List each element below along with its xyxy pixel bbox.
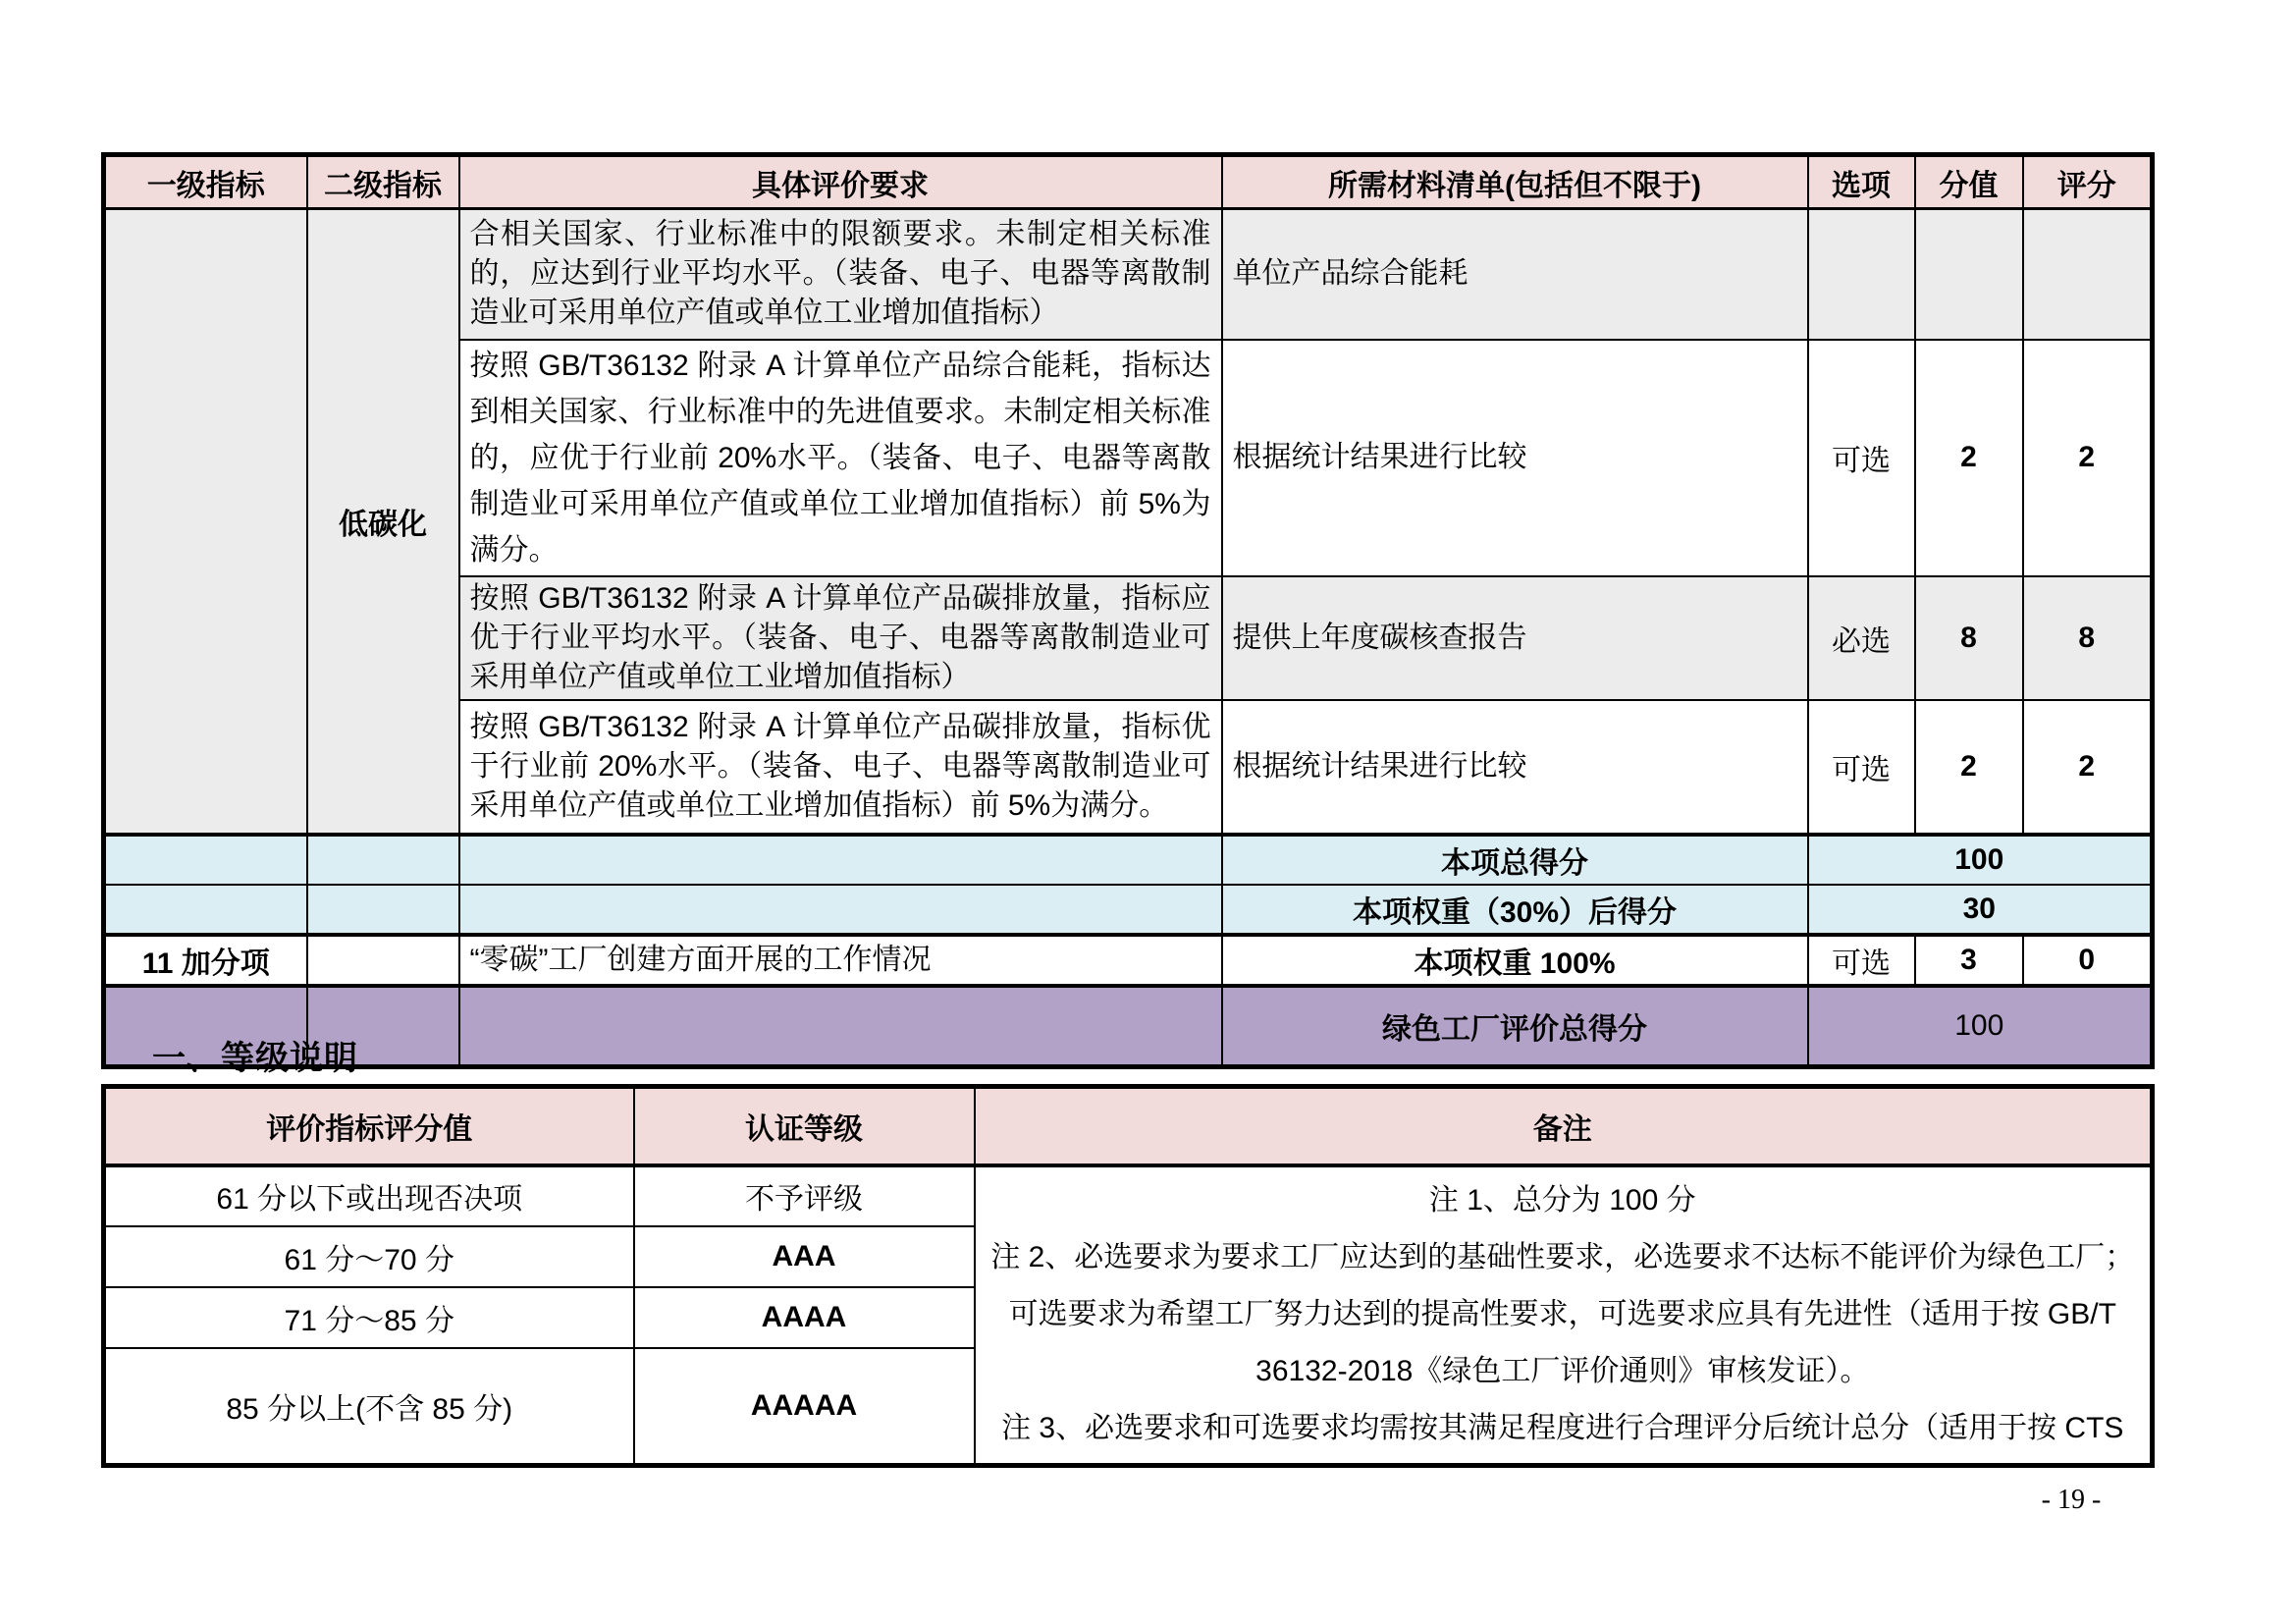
bonus-requirement: “零碳”工厂创建方面开展的工作情况 (459, 935, 1222, 986)
score-table-header-row (104, 155, 2153, 209)
requirement-cell: 按照 GB/T36132 附录 A 计算单位产品综合能耗，指标达到相关国家、行业标准中的先进值要求。未制定相关标准的，应优于行业前 20%水平。（装备、电子、电器等离散制造业可采用单位产值或单位工业增加值指标）前 5%为满分。 (459, 340, 1222, 576)
empty-cell (459, 835, 1222, 885)
header-grade: 认证等级 (634, 1087, 975, 1165)
grand-total-value: 100 (1808, 986, 2153, 1067)
remark-note: 注 1、总分为 100 分 (1428, 1184, 1696, 1218)
level1-merged-cell (104, 209, 307, 835)
empty-cell (307, 885, 459, 935)
grade-cell: 不予评级 (634, 1165, 975, 1226)
materials-cell: 提供上年度碳核查报告 (1222, 576, 1808, 700)
subtotal-row (104, 835, 2153, 885)
points-cell: 2 (1915, 700, 2023, 835)
weighted-score-row (104, 885, 2153, 935)
option-cell (1808, 209, 1915, 340)
page-number: - 19 - (2041, 1485, 2102, 1515)
requirement-cell: 按照 GB/T36132 附录 A 计算单位产品碳排放量，指标应优于行业平均水平。（装备、电子、电器等离散制造业可采用单位产值或单位工业增加值指标） (459, 576, 1222, 700)
score-cell: 2 (2023, 340, 2153, 576)
score-cell (2023, 209, 2153, 340)
header-requirement: 具体评价要求 (459, 155, 1222, 209)
subtotal-value: 100 (1808, 835, 2153, 885)
materials-cell: 单位产品综合能耗 (1222, 209, 1808, 340)
grade-cell: AAA (634, 1226, 975, 1287)
level2-group-cell: 低碳化 (307, 209, 459, 835)
bonus-item-row (104, 935, 2153, 986)
points-cell: 2 (1915, 340, 2023, 576)
empty-cell (459, 986, 1222, 1067)
empty-cell (307, 935, 459, 986)
evaluation-score-table (101, 152, 2155, 1069)
remark-merged-cell (975, 1165, 2153, 1466)
empty-cell (104, 885, 307, 935)
remark-note: 注 3、必选要求和可选要求均需按其满足程度进行合理评分后统计总分（适用于按 CTS (1001, 1412, 2124, 1445)
bonus-level1: 11 加分项 (104, 935, 307, 986)
bonus-option: 可选 (1808, 935, 1915, 986)
score-cell: 8 (2023, 576, 2153, 700)
grade-cell: AAAA (634, 1287, 975, 1348)
section-heading: 一、等级说明 (152, 1040, 358, 1077)
materials-cell: 根据统计结果进行比较 (1222, 340, 1808, 576)
option-cell: 必选 (1808, 576, 1915, 700)
bonus-materials: 本项权重 100% (1222, 935, 1808, 986)
requirement-cell: 合相关国家、行业标准中的限额要求。未制定相关标准的，应达到行业平均水平。（装备、电子、电器等离散制造业可采用单位产值或单位工业增加值指标） (459, 209, 1222, 340)
score-range-cell: 85 分以上(不含 85 分) (104, 1348, 634, 1466)
table-row (104, 209, 2153, 340)
score-range-cell: 61 分以下或出现否决项 (104, 1165, 634, 1226)
grade-explanation-table (101, 1084, 2155, 1468)
remark-note: 注 2、必选要求为要求工厂应达到的基础性要求，必选要求不达标不能评价为绿色工厂；可选要求为希望工厂努力达到的提高性要求，可选要求应具有先进性（适用于按 GB/T 36132-2018《绿色工厂评价通则》审核发证）。 (990, 1241, 2135, 1388)
header-option: 选项 (1808, 155, 1915, 209)
subtotal-label: 本项总得分 (1222, 835, 1808, 885)
option-cell: 可选 (1808, 700, 1915, 835)
header-remark: 备注 (975, 1087, 2153, 1165)
requirement-cell: 按照 GB/T36132 附录 A 计算单位产品碳排放量，指标优于行业前 20%水平。（装备、电子、电器等离散制造业可采用单位产值或单位工业增加值指标）前 5%为满分。 (459, 700, 1222, 835)
score-cell: 2 (2023, 700, 2153, 835)
weighted-label: 本项权重（30%）后得分 (1222, 885, 1808, 935)
header-materials: 所需材料清单(包括但不限于) (1222, 155, 1808, 209)
score-range-cell: 61 分～70 分 (104, 1226, 634, 1287)
grade-table-header-row (104, 1087, 2153, 1165)
header-level1: 一级指标 (104, 155, 307, 209)
bonus-points: 3 (1915, 935, 2023, 986)
empty-cell (104, 835, 307, 885)
weighted-value: 30 (1808, 885, 2153, 935)
grand-total-row (104, 986, 2153, 1067)
grand-total-label: 绿色工厂评价总得分 (1222, 986, 1808, 1067)
empty-cell (459, 885, 1222, 935)
grade-row (104, 1165, 2153, 1226)
points-cell: 8 (1915, 576, 2023, 700)
header-score-range: 评价指标评分值 (104, 1087, 634, 1165)
bonus-score: 0 (2023, 935, 2153, 986)
header-points: 分值 (1915, 155, 2023, 209)
materials-cell: 根据统计结果进行比较 (1222, 700, 1808, 835)
option-cell: 可选 (1808, 340, 1915, 576)
points-cell (1915, 209, 2023, 340)
header-score: 评分 (2023, 155, 2153, 209)
score-range-cell: 71 分～85 分 (104, 1287, 634, 1348)
grade-cell: AAAAA (634, 1348, 975, 1466)
empty-cell (307, 835, 459, 885)
header-level2: 二级指标 (307, 155, 459, 209)
